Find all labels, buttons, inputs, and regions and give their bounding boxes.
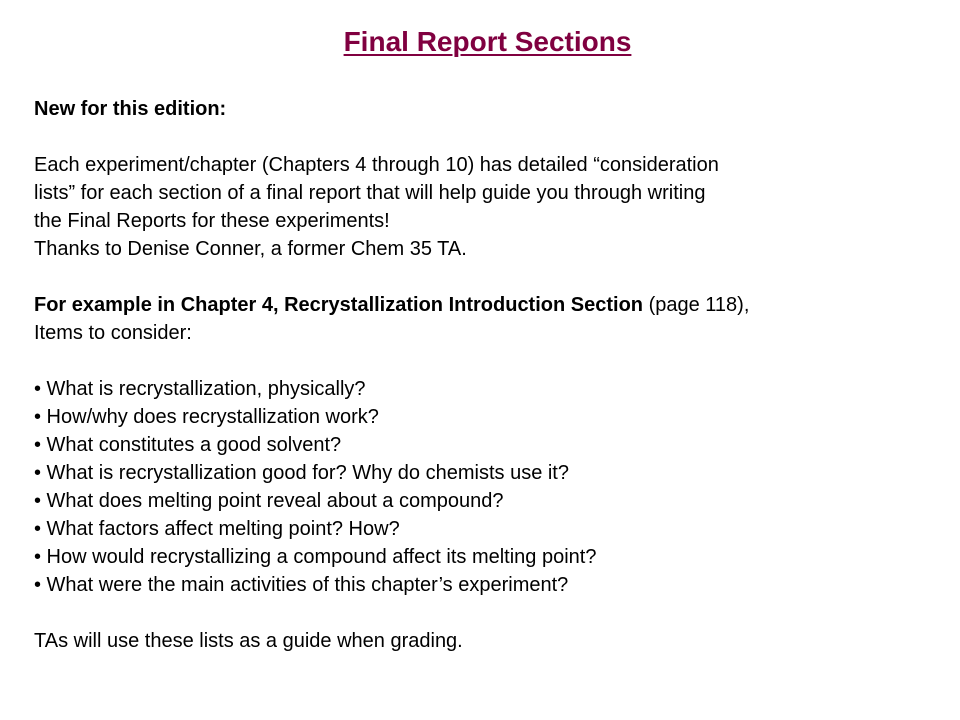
spacer	[34, 263, 934, 291]
bullet-item: • What factors affect melting point? How?	[34, 518, 400, 540]
acknowledgement-line: Thanks to Denise Conner, a former Chem 35 TA.	[34, 238, 467, 260]
example-line	[34, 291, 934, 319]
bullet-item: • What does melting point reveal about a compound?	[34, 490, 504, 512]
spacer	[34, 123, 934, 151]
bullet-item: • How would recrystallizing a compound affect its melting point?	[34, 546, 597, 568]
bullet-item: • What were the main activities of this chapter’s experiment?	[34, 574, 569, 596]
page-title: Final Report Sections	[343, 26, 632, 57]
spacer	[34, 599, 934, 627]
bullet-item: • How/why does recrystallization work?	[34, 406, 379, 428]
example-page-ref: (page 118),	[643, 294, 750, 316]
bullet-item: • What is recrystallization good for? Why do chemists use it?	[34, 462, 569, 484]
items-to-consider-label: Items to consider:	[34, 322, 192, 344]
bullet-item: • What constitutes a good solvent?	[34, 434, 342, 456]
example-bold-text: For example in Chapter 4, Recrystallization Introduction Section	[34, 294, 644, 316]
slide-body	[34, 95, 934, 655]
bullet-item: • What is recrystallization, physically?	[34, 378, 366, 400]
intro-line: the Final Reports for these experiments!	[34, 210, 390, 232]
closing-note: TAs will use these lists as a guide when grading.	[34, 630, 463, 652]
new-edition-heading: New for this edition:	[34, 98, 227, 120]
spacer	[34, 347, 934, 375]
intro-line: lists” for each section of a final report that will help guide you through writing	[34, 182, 706, 204]
intro-line: Each experiment/chapter (Chapters 4 through 10) has detailed “consideration	[34, 154, 719, 176]
